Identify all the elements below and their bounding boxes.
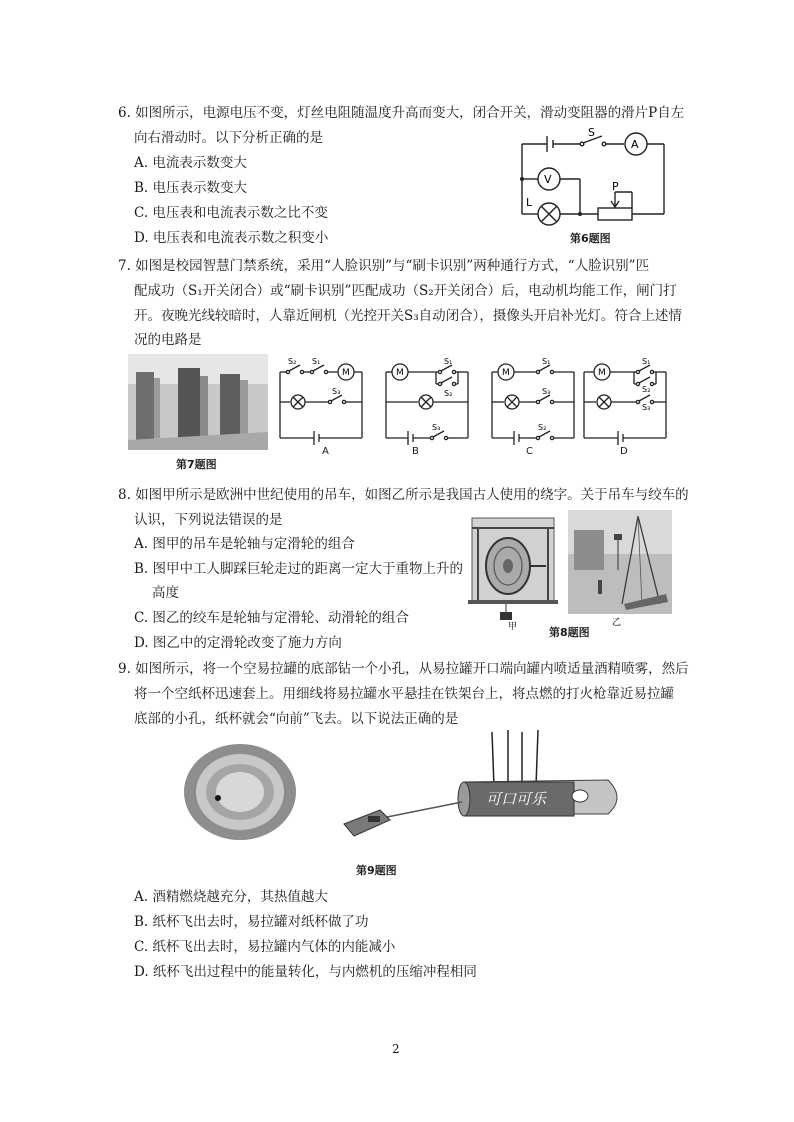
q9-option-c: C. 纸杯飞出去时，易拉罐内气体的内能减小 <box>134 939 396 955</box>
q8-option-d: D. 图乙中的定滑轮改变了施力方向 <box>134 635 342 651</box>
q7-circuit-d <box>578 354 674 450</box>
q8-option-a: A. 图甲的吊车是轮轴与定滑轮的组合 <box>134 536 355 552</box>
q8-option-b: B. 图甲中工人脚踩巨轮走过的距离一定大于重物上升的 <box>134 561 464 577</box>
q6-option-a: A. 电流表示数变大 <box>134 155 247 171</box>
q8-caption: 第8题图 <box>549 626 590 639</box>
q7-circuit-c <box>486 354 582 450</box>
q9-stem-line3: 底部的小孔，纸杯就会“向前”飞去。以下说法正确的是 <box>134 711 459 727</box>
q9-caption: 第9题图 <box>356 864 397 877</box>
q7-circuit-b <box>380 354 476 450</box>
q8-stem-line2: 认识，下列说法错误的是 <box>134 512 283 528</box>
q7-option-a-label: A <box>322 446 329 457</box>
q7-stem-line1: 7. 如图是校园智慧门禁系统，采用“人脸识别”与“刷卡识别”两种通行方式，“人脸识别”匹 <box>118 258 650 274</box>
q9-option-b: B. 纸杯飞出去时，易拉罐对纸杯做了功 <box>134 914 369 930</box>
q6-option-d: D. 电压表和电流表示数之积变小 <box>134 230 329 246</box>
q7-c-s1-label: S₁ <box>542 357 551 366</box>
q7-b-motor: M <box>396 368 404 378</box>
q7-b-s1-label: S₁ <box>444 357 453 366</box>
q7-caption: 第7题图 <box>176 458 217 471</box>
q7-option-c-label: C <box>526 446 533 457</box>
q8-option-b-cont: 高度 <box>152 585 179 601</box>
q7-d-motor: M <box>598 368 606 378</box>
q7-c-motor: M <box>502 368 510 378</box>
q9-setup-photo <box>338 728 628 848</box>
q9-option-d: D. 纸杯飞出过程中的能量转化，与内燃机的压缩冲程相同 <box>134 964 477 980</box>
q9-can-bottom-photo <box>180 740 300 844</box>
q7-c-s2-label: S₂ <box>538 423 547 432</box>
q6-label-v: V <box>544 173 552 186</box>
q8-label-jia: 甲 <box>508 622 518 630</box>
q7-a-motor: M <box>342 368 350 378</box>
q6-label-l: L <box>526 196 533 209</box>
q6-label-p: P <box>612 180 619 193</box>
q7-c-s3-label: S₃ <box>542 387 551 396</box>
q6-label-a: A <box>631 138 639 151</box>
q8-label-yi: 乙 <box>612 618 622 626</box>
q7-gate-photo <box>128 354 268 450</box>
q7-stem-line3: 开。夜晚光线较暗时，人靠近闸机（光控开关S₃自动闭合），摄像头开启补光灯。符合上述情 <box>134 308 682 324</box>
q6-option-b: B. 电压表示数变大 <box>134 180 248 196</box>
q7-a-s2-label: S₂ <box>288 357 297 366</box>
q6-label-s: S <box>588 126 595 139</box>
q7-stem-line2: 配成功（S₁开关闭合）或“刷卡识别”匹配成功（S₂开关闭合）后，电动机均能工作，闸门打 <box>134 283 677 299</box>
q7-stem-line4: 况的电路是 <box>134 332 202 348</box>
q8-option-c: C. 图乙的绞车是轮轴与定滑轮、动滑轮的组合 <box>134 610 409 626</box>
q7-d-s3-label: S₃ <box>642 403 651 412</box>
q7-option-b-label: B <box>412 446 419 457</box>
q9-can-brand: 可口可乐 <box>486 790 547 808</box>
q6-stem-line2: 向右滑动时。以下分析正确的是 <box>134 130 323 146</box>
page-number: 2 <box>392 1042 400 1056</box>
q7-option-d-label: D <box>620 446 628 457</box>
q7-d-s2-label: S₂ <box>642 385 651 394</box>
q9-option-a: A. 酒精燃烧越充分，其热值越大 <box>134 889 328 905</box>
q9-stem-line2: 将一个空纸杯迅速套上。用细线将易拉罐水平悬挂在铁架台上，将点燃的打火枪靠近易拉罐 <box>134 686 674 702</box>
q7-a-s1-label: S₁ <box>312 357 321 366</box>
q7-b-s2-label: S₂ <box>444 389 453 398</box>
q8-stem-line1: 8. 如图甲所示是欧洲中世纪使用的吊车，如图乙所示是我国古人使用的绕字。关于吊车与绞车的 <box>118 487 689 503</box>
q9-stem-line1: 9. 如图所示，将一个空易拉罐的底部钻一个小孔，从易拉罐开口端向罐内喷适量酒精喷雾，然后 <box>118 661 689 677</box>
q7-a-s3-label: S₃ <box>332 387 341 396</box>
q7-circuit-a <box>274 354 370 450</box>
q8-winch-yi-figure <box>568 510 672 626</box>
q6-stem-line1: 6. 如图所示，电源电压不变，灯丝电阻随温度升高而变大，闭合开关，滑动变阻器的滑片P自左 <box>118 105 685 121</box>
q7-b-s3-label: S₃ <box>432 423 441 432</box>
q6-caption: 第6题图 <box>570 232 611 245</box>
q7-d-s1-label: S₁ <box>642 357 651 366</box>
q6-option-c: C. 电压表和电流表示数之比不变 <box>134 205 328 221</box>
q6-circuit-figure <box>512 124 692 232</box>
q8-crane-jia-figure <box>466 512 558 630</box>
